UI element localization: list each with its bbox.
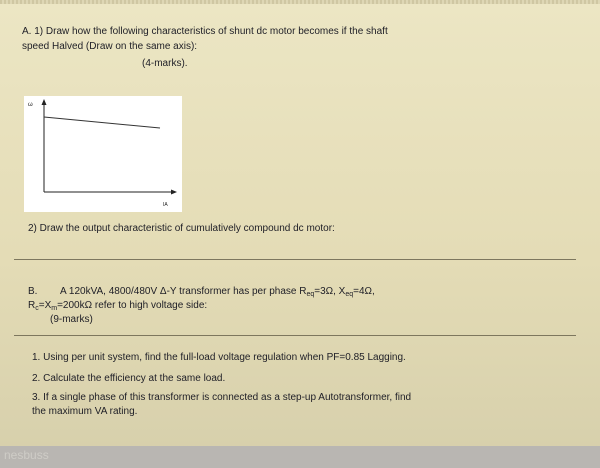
y-axis-label: ω: [28, 102, 33, 108]
part-a2-text: 2) Draw the output characteristic of cumulatively compound dc motor:: [28, 223, 335, 234]
req-subscript: eq: [306, 291, 315, 298]
part-b-line-2: [28, 300, 207, 315]
x-axis-arrow: [171, 190, 177, 195]
speed-current-graph: [24, 96, 182, 212]
xeq-subscript: eq: [345, 291, 354, 298]
x-axis-label: IA: [163, 202, 168, 208]
question-3-line-1: 3. If a single phase of this transformer is connected as a step-up Autotransformer, find: [32, 392, 412, 403]
rc-symbol: R: [28, 300, 36, 311]
top-border: [0, 0, 600, 4]
part-b-marks: (9-marks): [50, 314, 93, 325]
y-axis-arrow: [42, 99, 47, 105]
xm-symbol: =X: [38, 300, 52, 311]
xm-subscript: m: [51, 305, 58, 312]
question-2: 2. Calculate the efficiency at the same load.: [32, 373, 226, 384]
speed-curve: [44, 117, 160, 128]
part-b-line-2-rest: =200kΩ refer to high voltage side:: [57, 300, 208, 311]
bottom-bar: [0, 446, 600, 468]
question-3-line-2: the maximum VA rating.: [32, 406, 138, 417]
rc-subscript: c: [35, 305, 39, 312]
req-value: =3Ω, X: [314, 286, 346, 297]
divider-1: [14, 259, 576, 260]
part-b-line-1: [60, 286, 375, 301]
xeq-value: =4Ω,: [353, 286, 375, 297]
divider-2: [14, 335, 576, 336]
question-1: 1. Using per unit system, find the full-load voltage regulation when PF=0.85 Lagging.: [32, 352, 406, 363]
part-a-line-1: A. 1) Draw how the following characteristics of shunt dc motor becomes if the shaft: [22, 26, 388, 37]
graph-svg: [24, 96, 182, 212]
part-b-line-1-text: A 120kVA, 4800/480V Δ-Y transformer has per phase R: [60, 286, 307, 297]
part-b-label: B.: [28, 286, 38, 297]
watermark: nesbuss: [4, 448, 49, 462]
part-a-marks: (4-marks).: [142, 58, 188, 69]
part-a-line-2: speed Halved (Draw on the same axis):: [22, 41, 198, 52]
